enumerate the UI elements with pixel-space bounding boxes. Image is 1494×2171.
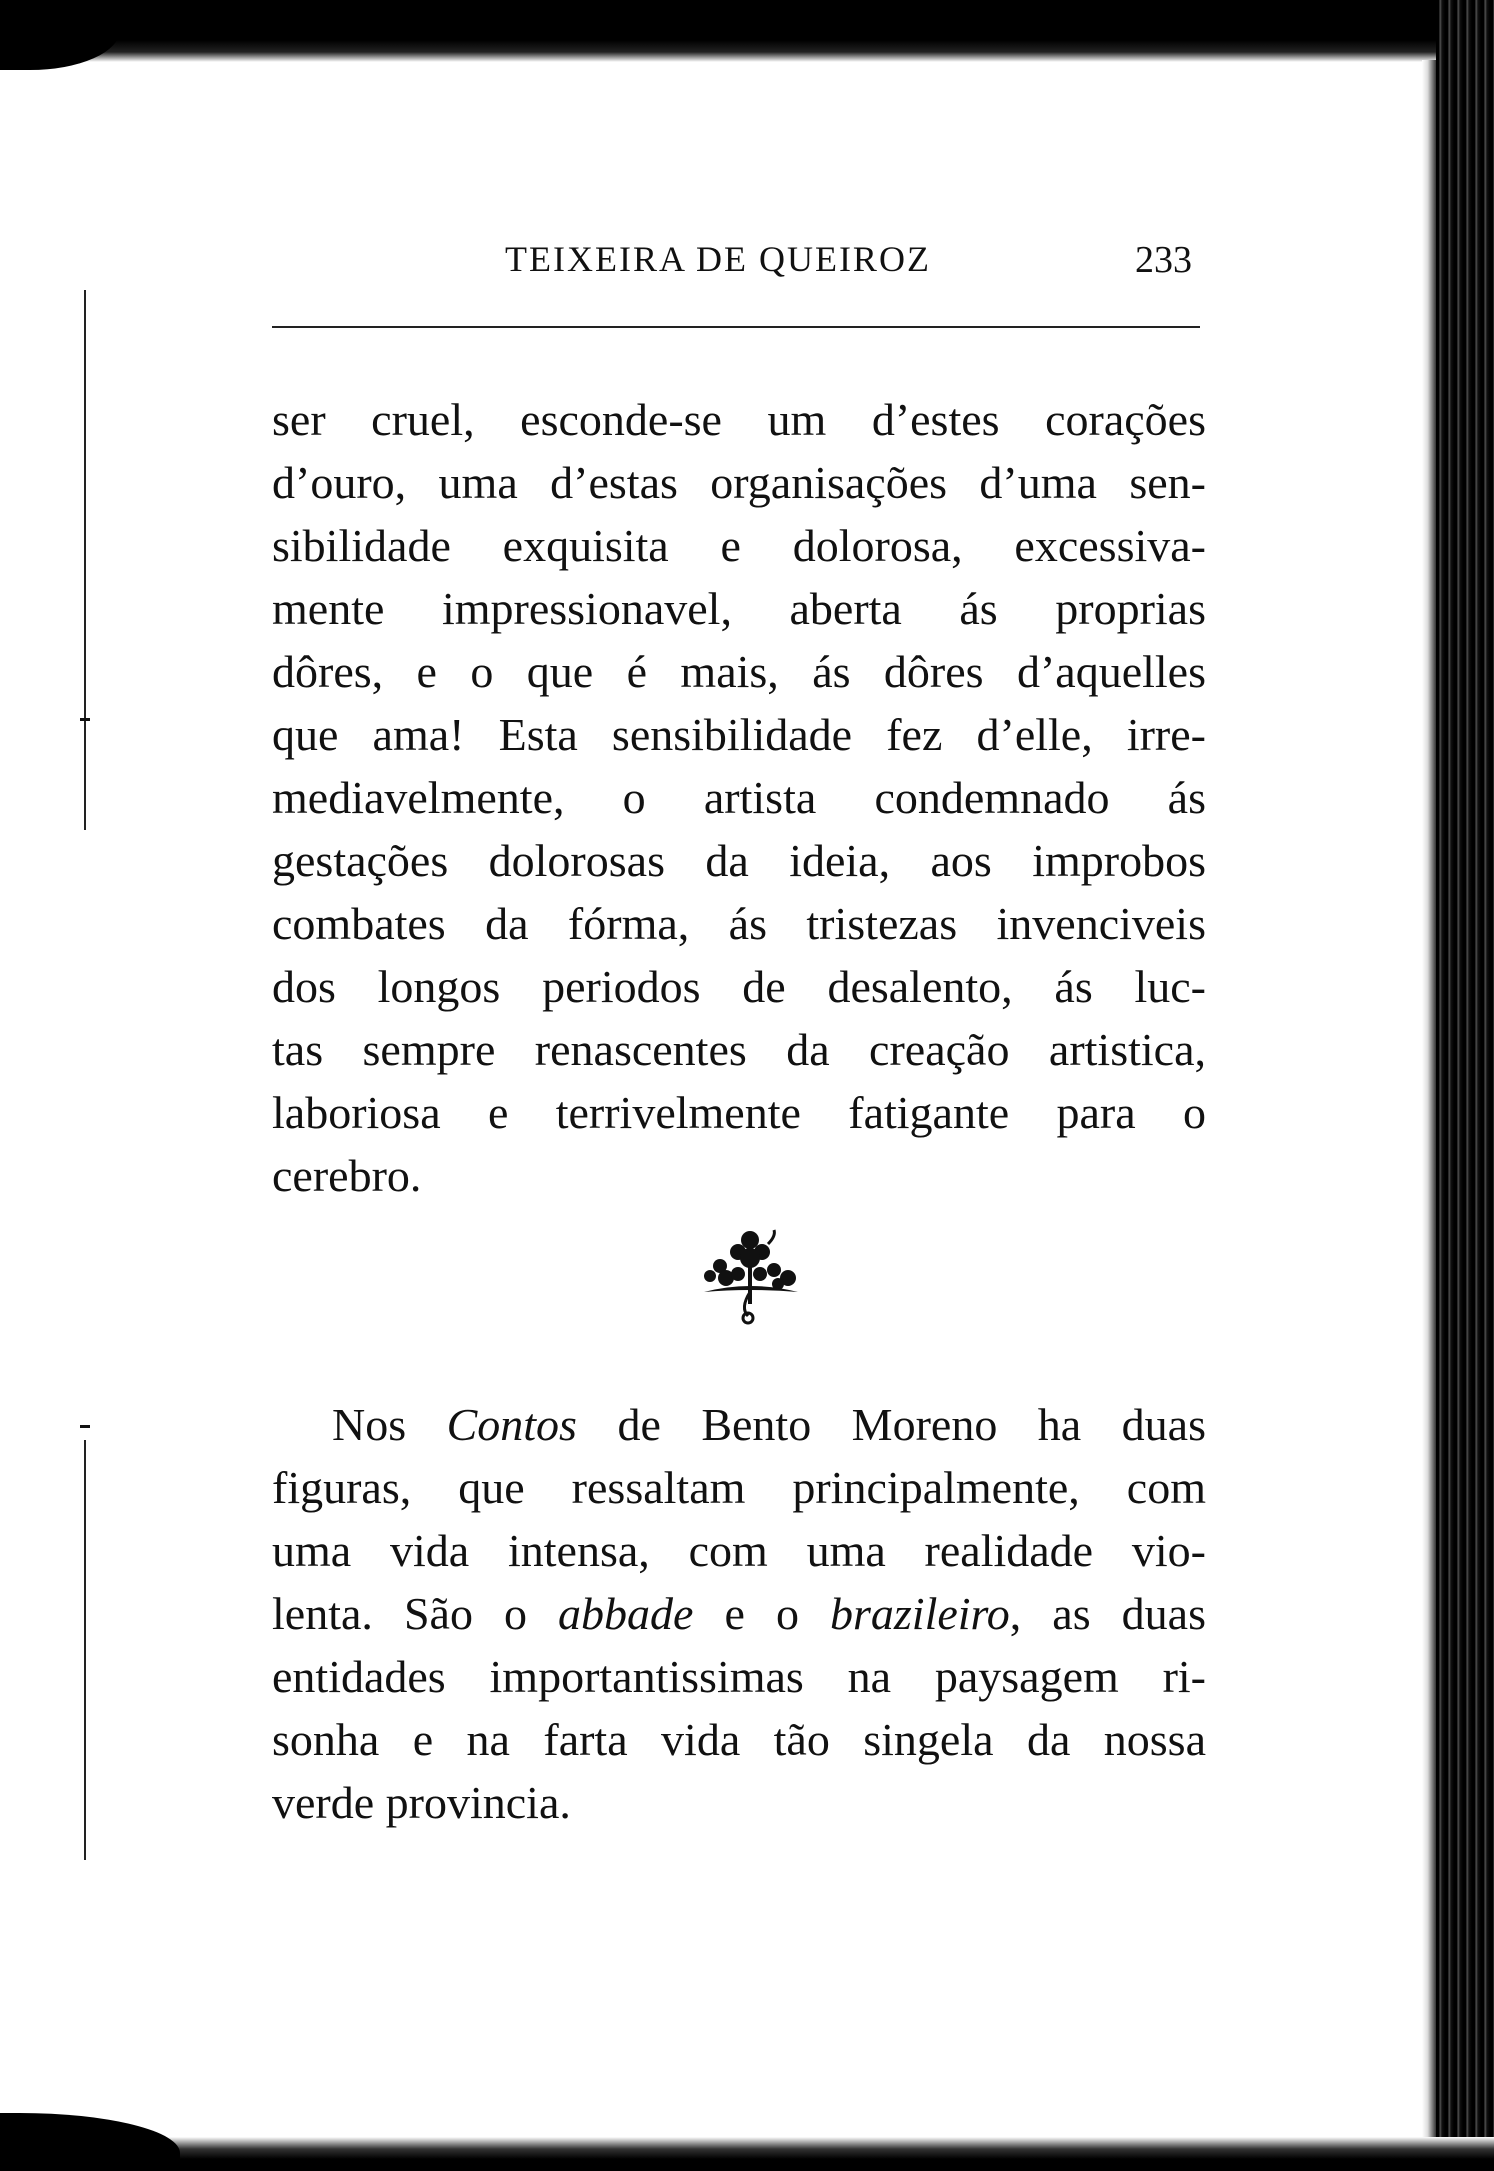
scan-top-edge: [0, 0, 1494, 62]
text-line: d’ouro, uma d’estas organisações d’uma sen-: [272, 457, 1206, 508]
text-line: sibilidade exquisita e dolorosa, excessiva-: [272, 520, 1206, 571]
text-line: que ama! Esta sensibilidade fez d’elle, irre-: [272, 709, 1206, 760]
text-line: gestações dolorosas da ideia, aos improbos: [272, 835, 1206, 886]
text-line: uma vida intensa, com uma realidade vio-: [272, 1525, 1206, 1576]
text-line: [272, 1393, 1206, 1456]
text-line: ser cruel, esconde-se um d’estes corações: [272, 394, 1206, 445]
paragraph-2: [272, 1393, 1206, 1834]
text-span: Nos: [332, 1399, 447, 1450]
text-line: figuras, que ressaltam principalmente, com: [272, 1462, 1206, 1513]
text-line: dos longos periodos de desalento, ás luc-: [272, 961, 1206, 1012]
text-span: , as duas: [1009, 1588, 1206, 1639]
scan-left-tick: [80, 718, 90, 721]
floral-ornament-icon: [690, 1222, 810, 1332]
scan-page-shadow: [1422, 60, 1436, 2140]
text-span: e o: [693, 1588, 830, 1639]
italic-term-brazileiro: brazileiro: [830, 1588, 1010, 1639]
text-line: dôres, e o que é mais, ás dôres d’aquelles: [272, 646, 1206, 697]
running-head: [0, 238, 1494, 288]
text-span: de Bento Moreno ha duas: [576, 1399, 1206, 1450]
scan-bottom-corner: [0, 2113, 180, 2171]
text-line: mediavelmente, o artista condemnado ás: [272, 772, 1206, 823]
text-line: combates da fórma, ás tristezas invenciveis: [272, 898, 1206, 949]
running-title: TEIXEIRA DE QUEIROZ: [505, 239, 931, 279]
text-line: sonha e na farta vida tão singela da nossa: [272, 1714, 1206, 1765]
scan-left-tick: [80, 1425, 90, 1428]
paragraph-1: [272, 388, 1206, 1207]
text-line: mente impressionavel, aberta ás proprias: [272, 583, 1206, 634]
text-line: [272, 1582, 1206, 1645]
text-line: entidades importantissimas na paysagem ri-: [272, 1651, 1206, 1702]
header-rule: [272, 326, 1200, 328]
page-number: 233: [1135, 239, 1192, 281]
scan-bottom-edge: [0, 2137, 1494, 2171]
scan-right-edge: [1436, 0, 1494, 2171]
scan-left-mark: [84, 290, 86, 830]
text-line: tas sempre renascentes da creação artistica,: [272, 1024, 1206, 1075]
text-span: lenta. São o: [272, 1588, 559, 1639]
italic-title-contos: Contos: [446, 1399, 577, 1450]
italic-term-abbade: abbade: [558, 1588, 694, 1639]
text-line: laboriosa e terrivelmente fatigante para o: [272, 1087, 1206, 1138]
text-line: verde provincia.: [272, 1777, 571, 1828]
scan-left-mark: [84, 1440, 86, 1860]
text-line: cerebro.: [272, 1150, 422, 1201]
